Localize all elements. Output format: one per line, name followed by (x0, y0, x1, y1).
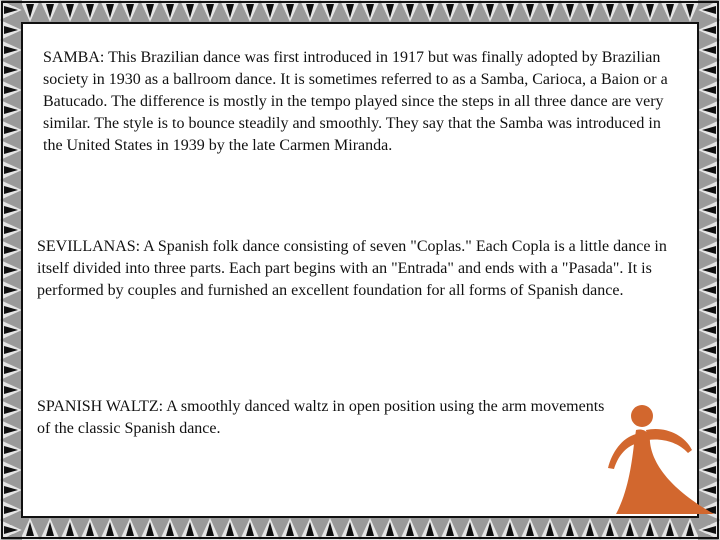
entry-samba (43, 47, 683, 157)
entry-description: : A smoothly danced waltz in open position using the arm movements of the classic Spanish dance. (37, 398, 605, 437)
entry-term: SEVILLANAS (37, 238, 136, 255)
entry-term: SPANISH WALTZ (37, 398, 159, 415)
entry-spanish-waltz (37, 396, 617, 440)
dancer-icon (596, 400, 720, 516)
entry-sevillanas (37, 236, 693, 302)
entry-term: SAMBA (43, 49, 100, 66)
entry-description: : A Spanish folk dance consisting of seven "Coplas." Each Copla is a little dance in itself divided into three parts. Each part begins with an "Entrada" and ends with a "Pasada". It is performed by couples and furnished an excellent foundation for all forms of Spanish dance. (37, 238, 667, 299)
entry-description: : This Brazilian dance was first introduced in 1917 but was finally adopted by Brazilian society in 1930 as a ballroom dance. It is sometimes referred to as a Samba, Carioca, a Baion or a Batucado. The difference is mostly in the tempo played since the steps in all three dance are very similar. The style is to bounce steadily and smoothly. They say that the Samba was introduced in the United States in 1939 by the late Carmen Miranda. (43, 49, 668, 154)
